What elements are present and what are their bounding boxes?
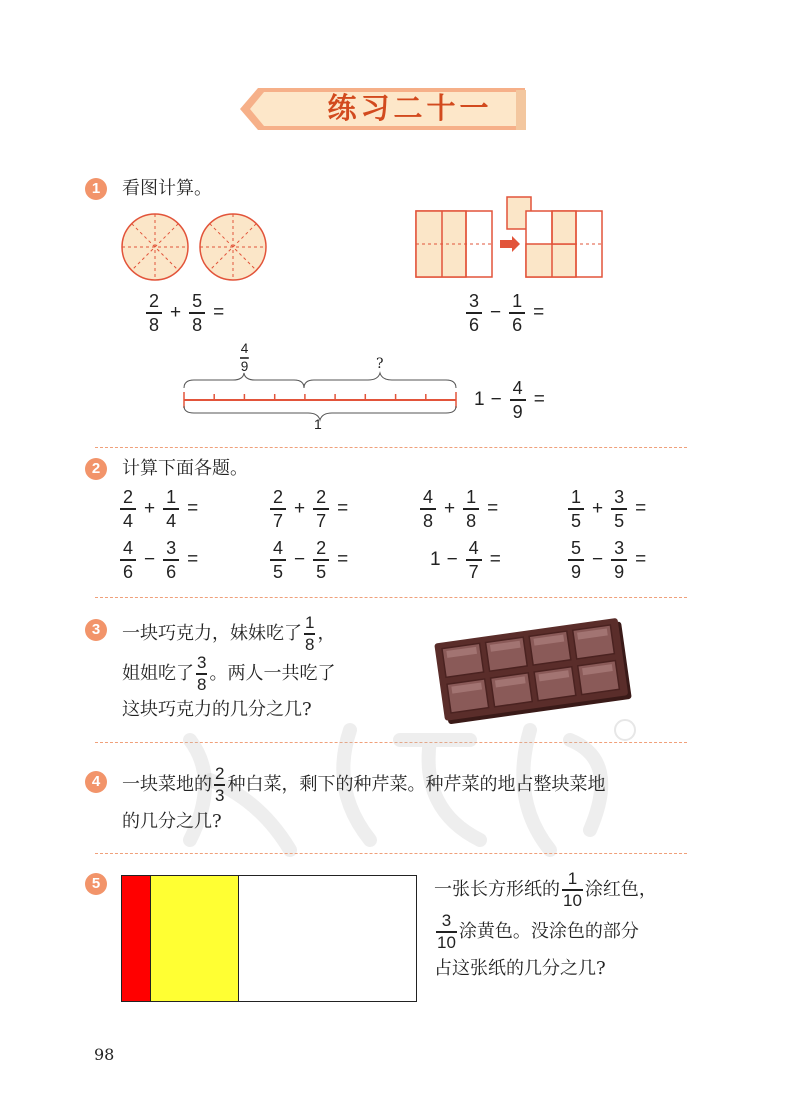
- q2-expression: $\frac{5}{9}$ − $\frac{3}{9}$ =: [566, 538, 652, 582]
- circle-left: [122, 214, 188, 280]
- q2-expression: $\frac{1}{5}$ + $\frac{3}{5}$ =: [566, 487, 652, 531]
- circle-right: [200, 214, 266, 280]
- question-badge-3: 3: [85, 619, 107, 641]
- q5-line-2: $\frac{3}{10}$ 涂黄色。没涂色的部分: [437, 911, 639, 952]
- q1-expression-b: $\frac{3}{6}$ − $\frac{1}{6}$ =: [464, 291, 550, 335]
- q2-prompt: 计算下面各题。: [122, 458, 248, 479]
- section-divider: [95, 447, 687, 448]
- section-divider: [95, 597, 687, 598]
- page-title: 练习二十一: [327, 91, 493, 125]
- segment-question-mark: ?: [376, 356, 384, 372]
- q4-line-2: 的几分之几?: [122, 811, 222, 832]
- question-badge-4: 4: [85, 771, 107, 793]
- q3-line-1: 一块巧克力，妹妹吃了 $\frac{1}{8}$ ，: [122, 613, 336, 654]
- page-number: 98: [94, 1045, 115, 1064]
- eighths-circles-figure: [118, 210, 278, 285]
- q2-expression: $\frac{4}{8}$ + $\frac{1}{8}$ =: [418, 487, 504, 531]
- q1-expression-c: 1 − $\frac{4}{9}$ =: [474, 378, 545, 422]
- yellow-portion: [151, 876, 239, 1001]
- segment-fraction-label: 4 9: [240, 341, 249, 374]
- q5-line-1: 一张长方形纸的 $\frac{1}{10}$ 涂红色，: [434, 869, 657, 910]
- q2-expression: $\frac{4}{6}$ − $\frac{3}{6}$ =: [118, 538, 204, 582]
- q2-expression: $\frac{4}{5}$ − $\frac{2}{5}$ =: [268, 538, 354, 582]
- question-badge-1: 1: [85, 178, 107, 200]
- q1-prompt: 看图计算。: [122, 178, 212, 199]
- q4-line-1: 一块菜地的 $\frac{2}{3}$ 种白菜，剩下的种芹菜。种芹菜的地占整块菜地: [122, 764, 606, 805]
- sixths-rectangles-figure: [412, 195, 607, 280]
- segment-total-label: 1: [314, 416, 322, 432]
- arrow-right-icon: [500, 236, 520, 252]
- section-divider: [95, 853, 687, 854]
- question-badge-2: 2: [85, 458, 107, 480]
- colored-paper-rectangle: [121, 875, 417, 1002]
- q2-expression: $\frac{2}{4}$ + $\frac{1}{4}$ =: [118, 487, 204, 531]
- q2-expression: $\frac{2}{7}$ + $\frac{2}{7}$ =: [268, 487, 354, 531]
- q3-line-3: 这块巧克力的几分之几?: [122, 699, 312, 720]
- q5-line-3: 占这张纸的几分之几?: [434, 958, 606, 979]
- q3-line-2: 姐姐吃了 $\frac{3}{8}$ 。两人一共吃了: [122, 653, 336, 694]
- q1-expression-a: $\frac{2}{8}$ + $\frac{5}{8}$ =: [144, 291, 230, 335]
- question-badge-5: 5: [85, 873, 107, 895]
- red-portion: [122, 876, 151, 1001]
- q2-expression: 1 − $\frac{4}{7}$ =: [430, 538, 501, 582]
